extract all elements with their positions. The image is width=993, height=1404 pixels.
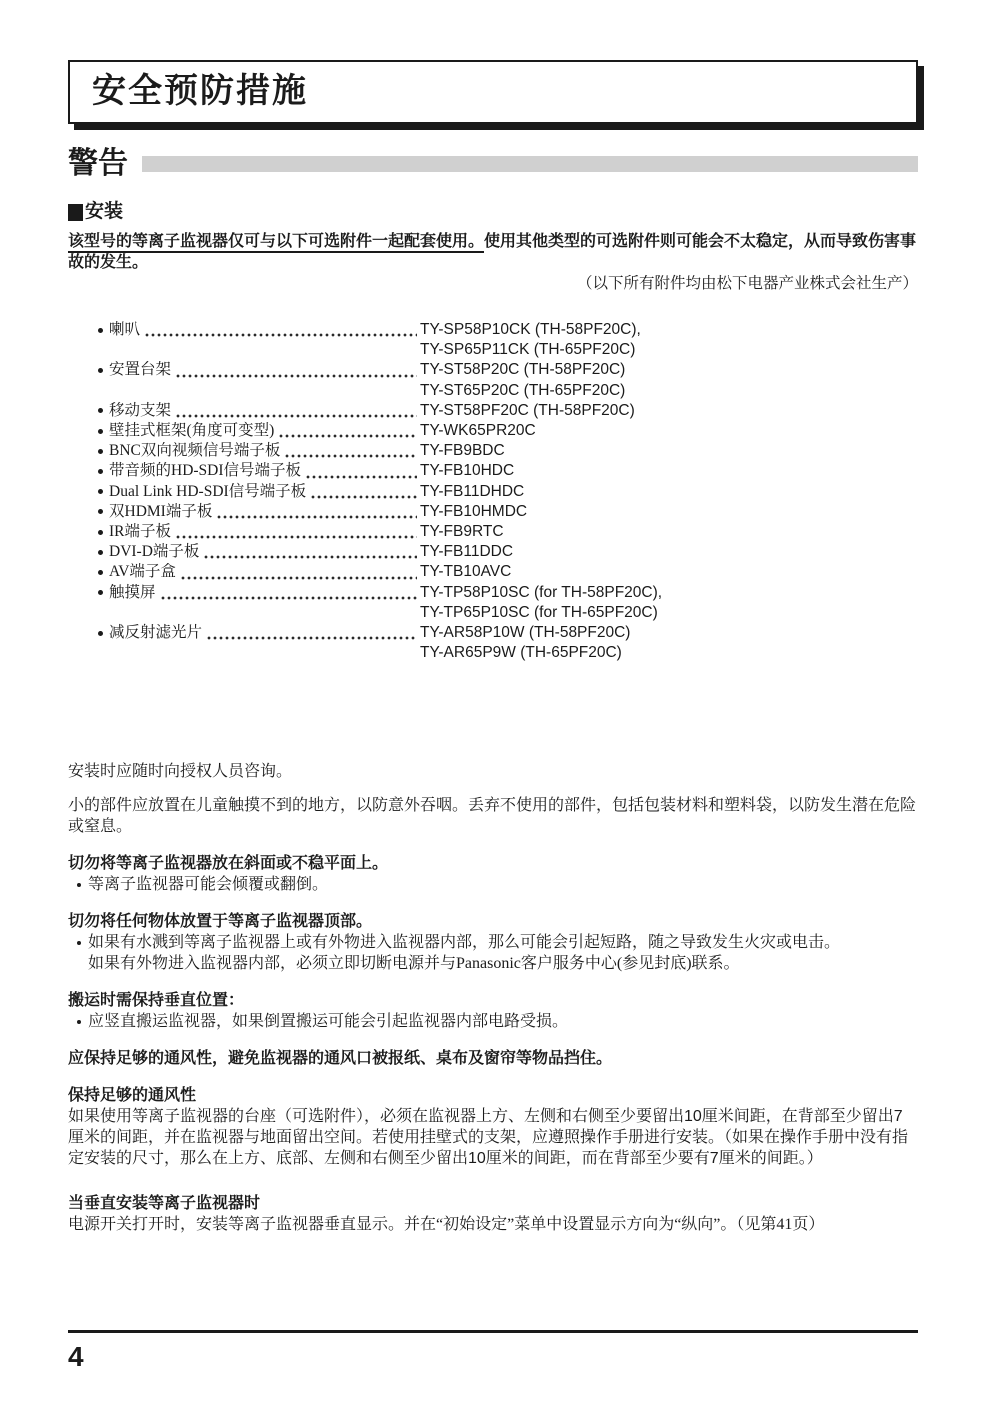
accessory-model: TY-AR65P9W (TH-65PF20C) bbox=[420, 644, 622, 662]
accessory-row bbox=[98, 502, 918, 522]
accessory-model: TY-TB10AVC bbox=[420, 563, 512, 581]
intro-paragraph bbox=[68, 231, 918, 273]
intro-underlined-sentence: 该型号的等离子监视器仅可与以下可选附件一起配套使用。 bbox=[68, 233, 484, 253]
bullet-icon bbox=[98, 631, 103, 636]
bullet-icon bbox=[98, 489, 103, 494]
accessory-row bbox=[98, 542, 918, 562]
leader-dots bbox=[176, 535, 417, 539]
accessory-label: 移动支架 bbox=[109, 401, 172, 419]
accessory-label: 带音频的HD-SDI信号端子板 bbox=[109, 462, 302, 480]
bullet-icon bbox=[98, 590, 103, 595]
bullet-icon bbox=[98, 469, 103, 474]
warning-bullet-text: 应竖直搬运监视器，如果倒置搬运可能会引起监视器内部电路受损。 bbox=[88, 1013, 569, 1031]
ventilation-section bbox=[68, 1085, 918, 1169]
leader-dots bbox=[217, 515, 417, 519]
manufacturer-note: （以下所有附件均由松下电器产业株式会社生产） bbox=[576, 275, 918, 292]
section-heading-install bbox=[68, 200, 918, 224]
accessory-row-continuation bbox=[98, 381, 918, 401]
warning-heading: 警告 bbox=[68, 147, 128, 180]
warning-block-objects-on-top bbox=[68, 911, 918, 974]
warning-bullet-continuation: 如果有外物进入监视器内部，必须立即切断电源并与Panasonic客户服务中心(参见封底)联系。 bbox=[88, 955, 740, 973]
accessory-label: DVI-D端子板 bbox=[109, 543, 200, 561]
warning-bullet bbox=[68, 1011, 918, 1032]
leader-dots bbox=[279, 434, 417, 438]
leader-dots bbox=[204, 555, 417, 559]
accessory-label: AV端子盒 bbox=[109, 563, 176, 581]
accessory-label: 触摸屏 bbox=[109, 583, 156, 601]
warning-block-unstable-surface bbox=[68, 853, 918, 895]
accessory-model: TY-SP65P11CK (TH-65PF20C) bbox=[420, 341, 636, 359]
leader-dots bbox=[181, 576, 417, 580]
accessory-label: Dual Link HD-SDI信号端子板 bbox=[109, 482, 307, 500]
accessory-label: 双HDMI端子板 bbox=[109, 502, 213, 520]
accessory-model: TY-FB9RTC bbox=[420, 523, 504, 541]
accessory-model: TY-SP58P10CK (TH-58PF20C), bbox=[420, 321, 641, 338]
accessory-row bbox=[98, 522, 918, 542]
accessory-model: TY-ST58P20C (TH-58PF20C) bbox=[420, 361, 626, 379]
bullet-icon bbox=[77, 1020, 81, 1024]
bullet-icon bbox=[98, 368, 103, 373]
paragraph-consult: 安装时应随时向授权人员咨询。 bbox=[68, 763, 293, 781]
leader-dots bbox=[311, 495, 417, 499]
ventilation-body: 如果使用等离子监视器的台座（可选附件），必须在监视器上方、左侧和右侧至少要留出10厘米间距，在背部至少留出7厘米的间距，并在监视器与地面留出空间。若使用挂壁式的支架，应遵照操作手册进行安装。（如果在操作手册中没有指定安装的尺寸，那么在上方、底部、左侧和右侧至少留出10厘米的间距，而在背部至少要有7厘米的间距。） bbox=[68, 1108, 909, 1168]
leader-dots bbox=[176, 374, 417, 378]
vertical-install-title: 当垂直安装等离子监视器时 bbox=[68, 1195, 261, 1213]
accessory-model: TY-WK65PR20C bbox=[420, 422, 536, 440]
bullet-icon bbox=[98, 328, 103, 333]
accessory-row bbox=[98, 482, 918, 502]
accessory-model: TY-FB10HMDC bbox=[420, 502, 528, 520]
accessory-model: TY-ST58PF20C (TH-58PF20C) bbox=[420, 401, 635, 419]
bullet-icon bbox=[98, 449, 103, 454]
footer-rule bbox=[68, 1330, 918, 1333]
accessory-model: TY-AR58P10W (TH-58PF20C) bbox=[420, 624, 631, 642]
leader-dots bbox=[145, 333, 417, 337]
accessory-label: 减反射滤光片 bbox=[109, 624, 203, 642]
warning-block-keep-upright bbox=[68, 990, 918, 1032]
bullet-icon bbox=[98, 509, 103, 514]
paragraph-small-parts: 小的部件应放置在儿童触摸不到的地方，以防意外吞咽。丢弃不使用的部件，包括包装材料和塑料袋，以防发生潜在危险或窒息。 bbox=[68, 797, 917, 836]
accessory-model: TY-FB10HDC bbox=[420, 462, 515, 480]
ventilation-title: 保持足够的通风性 bbox=[68, 1087, 197, 1105]
accessory-model: TY-FB11DHDC bbox=[420, 482, 525, 500]
accessory-label: IR端子板 bbox=[109, 523, 172, 541]
warning-bullet-text: 等离子监视器可能会倾覆或翻倒。 bbox=[88, 876, 329, 894]
warning-bullet bbox=[68, 874, 918, 895]
warning-block-title: 切勿将任何物体放置于等离子监视器顶部。 bbox=[68, 913, 373, 931]
page-title: 安全预防措施 bbox=[92, 72, 308, 110]
page-number: 4 bbox=[68, 1341, 84, 1372]
intro-rest: 使用其他类型的可选附件则可能会不太稳定，从而导致伤害事故的发生。 bbox=[68, 233, 917, 271]
bullet-icon bbox=[98, 429, 103, 434]
leader-dots bbox=[306, 475, 417, 479]
vertical-install-body: 电源开关打开时，安装等离子监视器垂直显示。并在“初始设定”菜单中设置显示方向为“纵向”。（见第41页） bbox=[68, 1216, 825, 1234]
accessory-row-continuation bbox=[98, 340, 918, 360]
warning-bullet bbox=[68, 932, 918, 953]
warning-bullet-text: 如果有水溅到等离子监视器上或有外物进入监视器内部，那么可能会引起短路，随之导致发生火灾或电击。 bbox=[88, 934, 841, 952]
accessory-row bbox=[98, 401, 918, 421]
leader-dots bbox=[285, 454, 417, 458]
accessory-row bbox=[98, 562, 918, 582]
warning-heading-row bbox=[68, 146, 918, 182]
leader-dots bbox=[161, 596, 417, 600]
accessory-label: 喇叭 bbox=[109, 321, 141, 338]
accessories-list bbox=[98, 320, 918, 663]
bullet-icon bbox=[98, 550, 103, 555]
bullet-icon bbox=[98, 530, 103, 535]
accessory-model: TY-TP65P10SC (for TH-65PF20C) bbox=[420, 603, 658, 621]
accessory-row bbox=[98, 320, 918, 340]
bullet-icon bbox=[77, 941, 81, 945]
vertical-install-section bbox=[68, 1193, 918, 1235]
accessory-model: TY-TP58P10SC (for TH-58PF20C), bbox=[420, 583, 663, 601]
accessory-row bbox=[98, 441, 918, 461]
accessory-label: 安置台架 bbox=[109, 361, 172, 379]
bullet-icon bbox=[98, 570, 103, 575]
accessory-model: TY-ST65P20C (TH-65PF20C) bbox=[420, 381, 626, 399]
bullet-icon bbox=[77, 883, 81, 887]
accessory-label: BNC双向视频信号端子板 bbox=[109, 442, 281, 460]
accessory-model: TY-FB11DDC bbox=[420, 543, 514, 561]
page-footer bbox=[68, 1330, 918, 1373]
section-heading-label: 安装 bbox=[85, 201, 124, 222]
warning-block-ventilation-openings: 应保持足够的通风性，避免监视器的通风口被报纸、桌布及窗帘等物品挡住。 bbox=[68, 1050, 613, 1068]
leader-dots bbox=[207, 636, 417, 640]
accessory-row bbox=[98, 360, 918, 380]
accessory-row-continuation bbox=[98, 643, 918, 663]
warning-heading-bar bbox=[142, 156, 918, 172]
accessory-model: TY-FB9BDC bbox=[420, 442, 505, 460]
leader-dots bbox=[176, 414, 417, 418]
accessory-row-continuation bbox=[98, 603, 918, 623]
page-title-box bbox=[68, 60, 918, 124]
section-square-icon bbox=[68, 204, 83, 221]
accessory-row bbox=[98, 623, 918, 643]
warning-block-title: 切勿将等离子监视器放在斜面或不稳平面上。 bbox=[68, 855, 389, 873]
accessory-row bbox=[98, 461, 918, 481]
accessory-row bbox=[98, 583, 918, 603]
accessory-row bbox=[98, 421, 918, 441]
warning-block-title: 搬运时需保持垂直位置： bbox=[68, 992, 245, 1010]
bullet-icon bbox=[98, 408, 103, 413]
accessory-label: 壁挂式框架(角度可变型) bbox=[109, 422, 275, 440]
